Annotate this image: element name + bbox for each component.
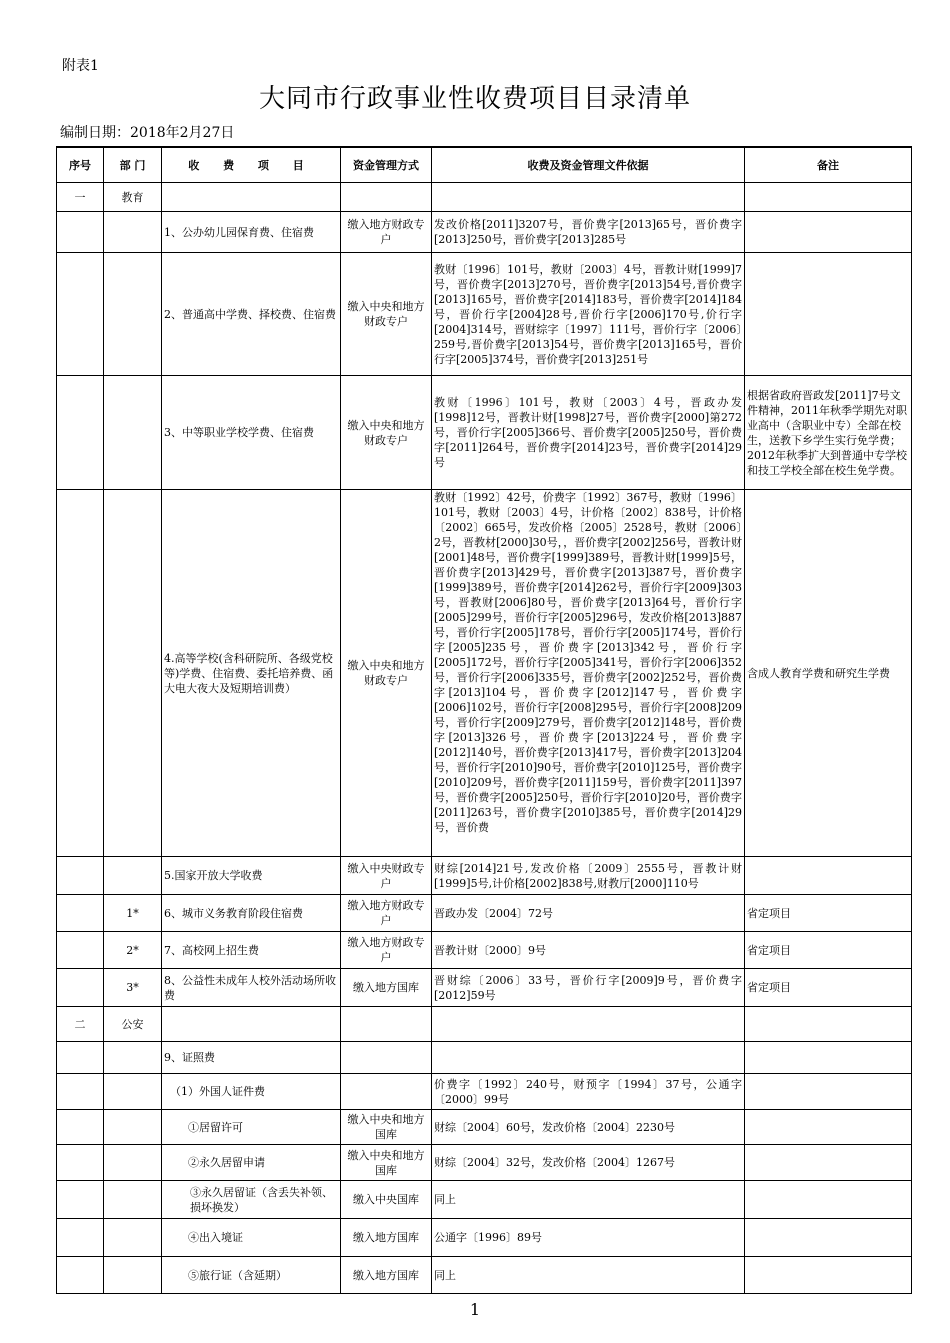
cell-method: 缴入中央财政专户 xyxy=(341,857,432,895)
cell-note xyxy=(745,1145,912,1181)
cell-note xyxy=(745,857,912,895)
cell-note: 根据省政府晋政发[2011]7号文件精神，2011年秋季学期先对职业高中（含职业中专）全部在校生，送教下乡学生实行免学费；2012年秋季扩大到普通中专学校和技工学校全部在校生免学费。 xyxy=(745,376,912,490)
cell-dept xyxy=(104,1110,162,1145)
cell-dept: 教育 xyxy=(104,183,162,212)
cell-seq xyxy=(57,1074,104,1110)
cell-item: 7、高校网上招生费 xyxy=(162,932,341,969)
cell-basis: 晋财综〔2006〕33号，晋价行字[2009]9号，晋价费字[2012]59号 xyxy=(432,969,745,1007)
table-row xyxy=(57,376,912,490)
cell-note xyxy=(745,1074,912,1110)
cell-basis: 公通字〔1996〕89号 xyxy=(432,1219,745,1257)
cell-seq xyxy=(57,376,104,490)
cell-dept xyxy=(104,1042,162,1074)
cell-basis: 教财〔1996〕101号，教财〔2003〕4号，晋教计财[1999]7号，晋价费字[2013]270号，晋价费字[2013]54号,晋价费字[2013]165号，晋价费字[2014]183号，晋价费字[2014]184号，晋价行字[2004]28号,晋价行字[2006]170号,价行字[2004]314号，晋财综字〔1997〕111号，晋价行字〔2006〕259号,晋价费字[2013]54号，晋价费字[2013]165号，晋价行字[2005]374号，晋价费字[2013]251号 xyxy=(432,253,745,376)
table-row xyxy=(57,1181,912,1219)
cell-note: 省定项目 xyxy=(745,895,912,932)
cell-item xyxy=(162,183,341,212)
cell-basis: 发改价格[2011]3207号，晋价费字[2013]65号，晋价费字[2013]250号，晋价费字[2013]285号 xyxy=(432,212,745,253)
table-row xyxy=(57,1042,912,1074)
cell-basis: 晋政办发〔2004〕72号 xyxy=(432,895,745,932)
table-row xyxy=(57,1257,912,1294)
cell-seq: 一 xyxy=(57,183,104,212)
fee-table xyxy=(56,146,912,1294)
cell-note xyxy=(745,1257,912,1294)
table-row xyxy=(57,1110,912,1145)
cell-basis xyxy=(432,1042,745,1074)
cell-note: 省定项目 xyxy=(745,932,912,969)
header-row xyxy=(57,147,912,183)
table-row xyxy=(57,212,912,253)
cell-dept: 公安 xyxy=(104,1007,162,1042)
cell-method: 缴入中央和地方财政专户 xyxy=(341,253,432,376)
cell-seq xyxy=(57,1110,104,1145)
cell-dept xyxy=(104,857,162,895)
table-row xyxy=(57,1145,912,1181)
cell-note xyxy=(745,1181,912,1219)
cell-basis xyxy=(432,490,745,857)
table-row xyxy=(57,857,912,895)
cell-item: 8、公益性未成年人校外活动场所收费 xyxy=(162,969,341,1007)
cell-basis: 财综〔2004〕32号，发改价格〔2004〕1267号 xyxy=(432,1145,745,1181)
cell-dept xyxy=(104,1074,162,1110)
header-item: 收 费 项 目 xyxy=(162,147,341,183)
cell-item: 4.高等学校(含科研院所、各级党校等)学费、住宿费、委托培养费、函大电大夜大及短期培训费） xyxy=(162,490,341,857)
cell-method: 缴入中央和地方国库 xyxy=(341,1110,432,1145)
header-method: 资金管理方式 xyxy=(341,147,432,183)
cell-item: ⑤旅行证（含延期） xyxy=(162,1257,341,1294)
cell-seq xyxy=(57,932,104,969)
cell-method: 缴入中央和地方国库 xyxy=(341,1145,432,1181)
cell-method: 缴入中央和地方财政专户 xyxy=(341,376,432,490)
table-row xyxy=(57,253,912,376)
cell-note: 省定项目 xyxy=(745,969,912,1007)
cell-method: 缴入地方财政专户 xyxy=(341,932,432,969)
cell-item xyxy=(162,1007,341,1042)
cell-method: 缴入地方国库 xyxy=(341,1219,432,1257)
cell-seq xyxy=(57,253,104,376)
cell-basis: 财综[2014]21号,发改价格〔2009〕2555号，晋教计财[1999]5号,计价格[2002]838号,财教厅[2000]110号 xyxy=(432,857,745,895)
cell-dept: 1* xyxy=(104,895,162,932)
cell-basis xyxy=(432,183,745,212)
cell-note xyxy=(745,183,912,212)
basis-text: 教财〔1992〕42号，价费字〔1992〕367号，教财〔1996〕101号，教财〔2003〕4号，计价格〔2002〕838号，计价格〔2002〕665号，发改价格〔2005〕2528号，教财〔2006〕2号，晋教材[2000]30号，，晋价费字[2002]256号，晋教计财[2001]48号，晋价费字[1999]389号，晋教计财[1999]5号，晋价费字[2013]429号，晋价费字[2013]387号，晋价费字[1999]389号，晋价费字[2014]262号，晋价行字[2009]303号，晋教财[2006]80号，晋价费字[2013]64号，晋价行字[2005]299号，晋价行字[2005]296号，发改价格[2013]887号，晋价行字[2005]178号，晋价行字[2005]174号，晋价行字[2005]235号，晋价费字[2013]342号，晋价行字[2005]172号，晋价行字[2005]341号，晋价行字[2006]352号，晋价行字[2006]335号，晋价费字[2002]252号，晋价费字[2013]104号，晋价费字[2012]147号，晋价费字[2006]102号，晋价行字[2008]295号，晋价行字[2008]209号，晋价行字[2009]279号，晋价费字[2012]148号，晋价费字[2013]326号，晋价费字[2013]224号，晋价费字[2012]140号，晋价费字[2013]417号，晋价费字[2013]204号，晋价行字[2010]90号，晋价费字[2010]125号，晋价费字[2010]209号，晋价费字[2011]159号，晋价费字[2011]397号，晋价费字[2005]250号，晋价行字[2010]20号，晋价费字[2011]263号，晋价费字[2010]385号，晋价费字[2014]29号，晋价费 xyxy=(434,491,742,834)
cell-basis: 教财〔1996〕101号，教财〔2003〕4号，晋政办发[1998]12号，晋教计财[1998]27号，晋价费字[2000]第272号，晋价行字[2005]366号、晋价费字[2005]250号，晋价费字[2011]264号，晋价费字[2014]23号，晋价费字[2014]29号 xyxy=(432,376,745,490)
cell-basis: 财综〔2004〕60号，发改价格〔2004〕2230号 xyxy=(432,1110,745,1145)
header-seq: 序号 xyxy=(57,147,104,183)
page-number: 1 xyxy=(469,1300,481,1319)
cell-seq xyxy=(57,490,104,857)
cell-method: 缴入地方财政专户 xyxy=(341,895,432,932)
cell-seq xyxy=(57,1219,104,1257)
table-row xyxy=(57,932,912,969)
cell-method: 缴入地方国库 xyxy=(341,969,432,1007)
table-row xyxy=(57,1219,912,1257)
cell-method: 缴入地方财政专户 xyxy=(341,212,432,253)
page-title: 大同市行政事业性收费项目目录清单 xyxy=(258,84,691,114)
cell-method: 缴入地方国库 xyxy=(341,1257,432,1294)
cell-method: 缴入中央国库 xyxy=(341,1181,432,1219)
table-row xyxy=(57,490,912,857)
cell-dept xyxy=(104,376,162,490)
appendix-label: 附表1 xyxy=(62,58,99,74)
cell-seq xyxy=(57,1257,104,1294)
cell-dept xyxy=(104,1145,162,1181)
cell-dept xyxy=(104,212,162,253)
cell-seq xyxy=(57,1181,104,1219)
table-row xyxy=(57,895,912,932)
cell-item: ③永久居留证（含丢失补领、损坏换发） xyxy=(162,1181,341,1219)
compile-date: 编制日期：2018年2月27日 xyxy=(60,125,235,141)
cell-method xyxy=(341,183,432,212)
cell-note xyxy=(745,253,912,376)
cell-note: 含成人教育学费和研究生学费 xyxy=(745,490,912,857)
cell-item: 3、中等职业学校学费、住宿费 xyxy=(162,376,341,490)
cell-seq xyxy=(57,969,104,1007)
cell-dept: 2* xyxy=(104,932,162,969)
cell-item: 9、证照费 xyxy=(162,1042,341,1074)
cell-basis xyxy=(432,1007,745,1042)
cell-basis: 晋教计财〔2000〕9号 xyxy=(432,932,745,969)
cell-note xyxy=(745,1219,912,1257)
cell-item: 5.国家开放大学收费 xyxy=(162,857,341,895)
table-row xyxy=(57,1007,912,1042)
cell-method xyxy=(341,1042,432,1074)
cell-note xyxy=(745,1042,912,1074)
cell-note xyxy=(745,1110,912,1145)
cell-method: 缴入中央和地方财政专户 xyxy=(341,490,432,857)
cell-note xyxy=(745,1007,912,1042)
cell-item: （1）外国人证件费 xyxy=(162,1074,341,1110)
cell-note xyxy=(745,212,912,253)
cell-dept: 3* xyxy=(104,969,162,1007)
cell-dept xyxy=(104,1257,162,1294)
cell-method xyxy=(341,1007,432,1042)
cell-basis: 同上 xyxy=(432,1181,745,1219)
header-dept: 部 门 xyxy=(104,147,162,183)
cell-seq xyxy=(57,895,104,932)
cell-dept xyxy=(104,1219,162,1257)
cell-method xyxy=(341,1074,432,1110)
table-row xyxy=(57,1074,912,1110)
cell-seq xyxy=(57,212,104,253)
cell-basis: 价费字〔1992〕240号，财预字〔1994〕37号，公通字〔2000〕99号 xyxy=(432,1074,745,1110)
table-row xyxy=(57,183,912,212)
cell-seq xyxy=(57,1042,104,1074)
cell-item: 2、普通高中学费、择校费、住宿费 xyxy=(162,253,341,376)
cell-seq xyxy=(57,1145,104,1181)
cell-dept xyxy=(104,253,162,376)
header-basis: 收费及资金管理文件依据 xyxy=(432,147,745,183)
cell-seq: 二 xyxy=(57,1007,104,1042)
cell-basis: 同上 xyxy=(432,1257,745,1294)
cell-item: ④出入境证 xyxy=(162,1219,341,1257)
cell-item: 1、公办幼儿园保育费、住宿费 xyxy=(162,212,341,253)
cell-dept xyxy=(104,490,162,857)
header-note: 备注 xyxy=(745,147,912,183)
cell-item: ①居留许可 xyxy=(162,1110,341,1145)
cell-dept xyxy=(104,1181,162,1219)
table-row xyxy=(57,969,912,1007)
cell-seq xyxy=(57,857,104,895)
cell-item: 6、城市义务教育阶段住宿费 xyxy=(162,895,341,932)
cell-item: ②永久居留申请 xyxy=(162,1145,341,1181)
